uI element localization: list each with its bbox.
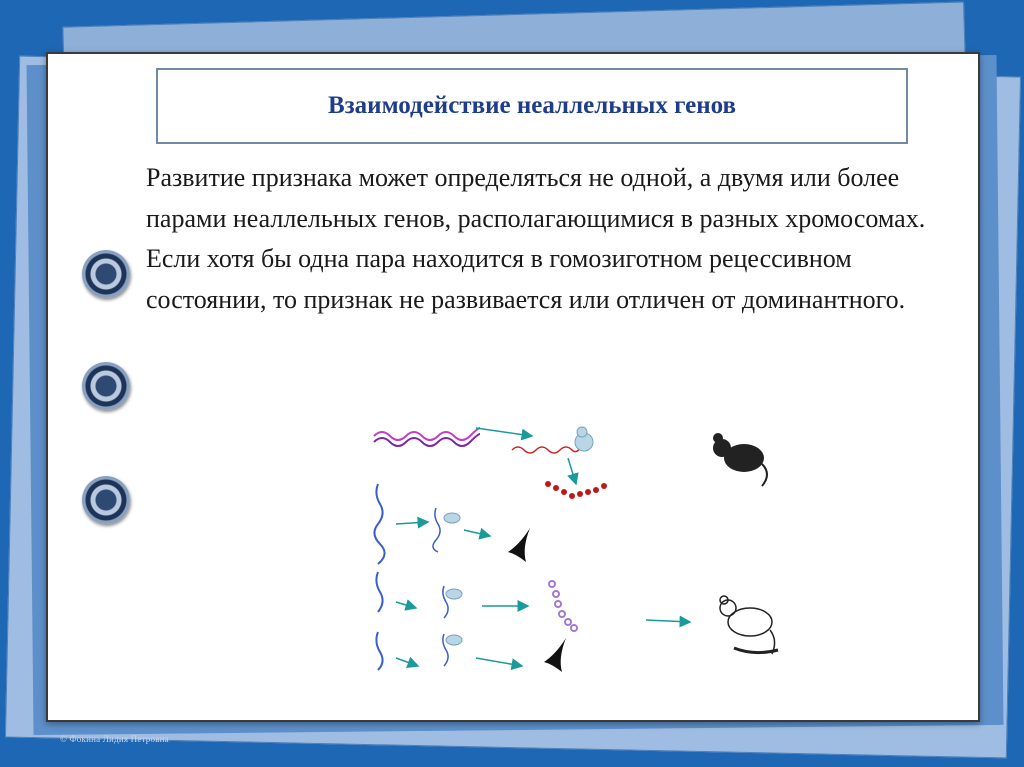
ring-bullet-icon xyxy=(82,476,130,524)
ribosome-icon xyxy=(443,586,462,618)
enzyme-icon xyxy=(508,528,530,562)
arrow-icon xyxy=(476,658,522,666)
arrow-icon xyxy=(396,522,428,524)
copyright-footer: © Фокина Лидия Петровна xyxy=(60,734,169,744)
black-mouse-icon xyxy=(713,433,767,486)
dna-strand-icon xyxy=(376,632,382,670)
arrow-icon xyxy=(568,458,576,484)
arrow-icon xyxy=(396,602,416,608)
arrow-icon xyxy=(476,428,532,436)
ribosome-icon xyxy=(433,508,460,552)
arrow-icon xyxy=(396,658,418,666)
ribosome-icon xyxy=(512,427,593,453)
ring-bullet-icon xyxy=(82,250,130,298)
arrow-icon xyxy=(464,530,490,536)
slide-title: Взаимодействие неаллельных генов xyxy=(327,92,737,119)
ring-bullet-icon xyxy=(82,362,130,410)
enzyme-icon xyxy=(544,638,566,672)
protein-chain-icon xyxy=(549,581,577,631)
white-mouse-icon xyxy=(720,596,778,654)
slide-paragraph: Развитие признака может определяться не одной, а двумя или более парами неаллельных генов, располагающимися в разных хромосомах. Если хотя бы одна пара находится в гомозиготном рецессивном состоянии, то признак не развивается или отличен от доминантного. xyxy=(146,163,926,314)
dna-strand-icon xyxy=(374,484,384,564)
title-box xyxy=(156,68,908,144)
dna-strand-icon xyxy=(376,572,382,612)
ribosome-icon xyxy=(443,634,462,666)
gene-interaction-diagram xyxy=(372,412,784,674)
dna-strand-icon xyxy=(374,428,480,446)
arrow-icon xyxy=(646,620,690,622)
